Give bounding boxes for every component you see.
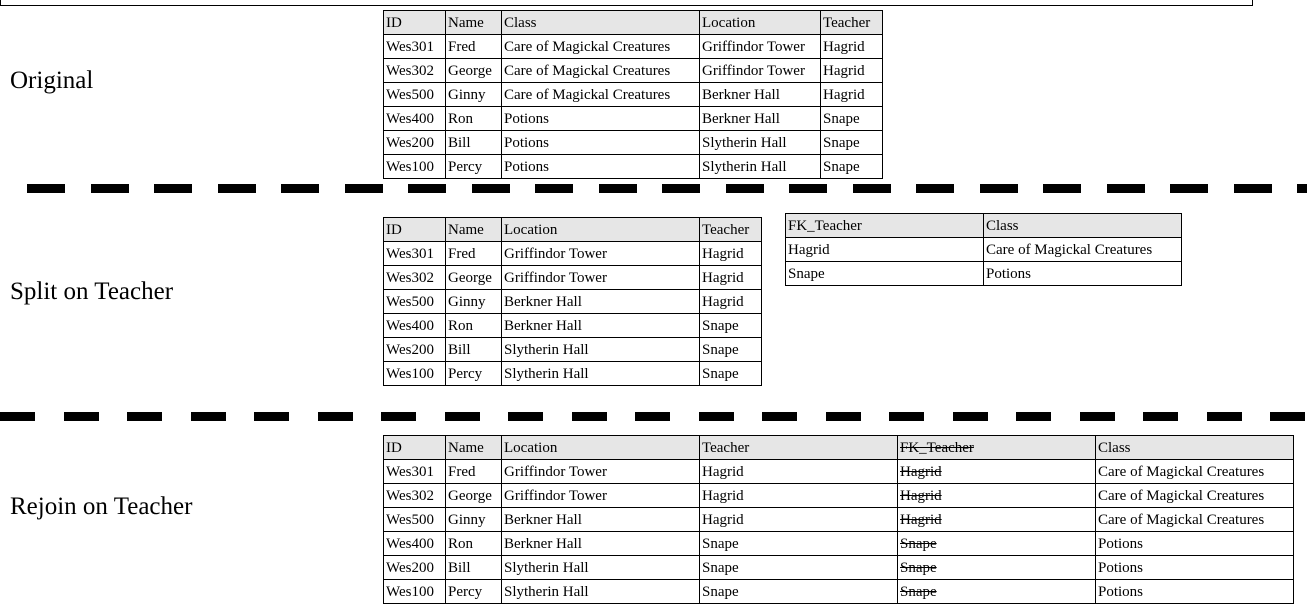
- table-cell: Wes100: [384, 362, 446, 386]
- table-cell: Wes100: [384, 580, 446, 604]
- split-table: [383, 217, 762, 386]
- header-row: [786, 214, 1182, 238]
- original-table: [383, 10, 883, 179]
- column-header: ID: [384, 11, 446, 35]
- table-cell: Slytherin Hall: [502, 580, 700, 604]
- dash-segment: [1234, 184, 1272, 193]
- table-cell: Wes302: [384, 266, 446, 290]
- table-cell: Hagrid: [700, 290, 762, 314]
- column-header: ID: [384, 436, 446, 460]
- dash-segment: [916, 184, 954, 193]
- dash-segment: [127, 412, 162, 421]
- column-header: Location: [502, 436, 700, 460]
- table-row: [384, 290, 762, 314]
- table-cell: Wes400: [384, 532, 446, 556]
- table-row: [384, 35, 883, 59]
- table-cell: Hagrid: [700, 266, 762, 290]
- dash-segment: [445, 412, 480, 421]
- table-cell: Potions: [1096, 580, 1294, 604]
- dash-segment: [889, 412, 924, 421]
- table-cell: Wes200: [384, 338, 446, 362]
- table-cell: Ron: [446, 107, 502, 131]
- table-row: [384, 460, 1294, 484]
- table-cell: Berkner Hall: [700, 83, 821, 107]
- dash-segment: [27, 184, 65, 193]
- dash-segment: [662, 184, 700, 193]
- table-cell: Slytherin Hall: [502, 338, 700, 362]
- table-cell: Wes200: [384, 556, 446, 580]
- table-cell: Slytherin Hall: [502, 362, 700, 386]
- dash-segment: [1143, 412, 1178, 421]
- table-cell: Snape: [700, 580, 898, 604]
- table-row: [384, 556, 1294, 580]
- table-cell: Berkner Hall: [502, 508, 700, 532]
- table-cell: George: [446, 266, 502, 290]
- table-cell: Snape: [700, 314, 762, 338]
- table-cell: Hagrid: [821, 59, 883, 83]
- dash-segment: [853, 184, 891, 193]
- rejoin-table: [383, 435, 1294, 604]
- dash-segment: [635, 412, 670, 421]
- table-cell: Snape: [786, 262, 984, 286]
- table-cell: Care of Magickal Creatures: [502, 59, 700, 83]
- table-cell: Slytherin Hall: [700, 131, 821, 155]
- table-cell: Hagrid: [898, 508, 1096, 532]
- table-cell: Hagrid: [898, 484, 1096, 508]
- table-cell: Snape: [700, 532, 898, 556]
- table-cell: Care of Magickal Creatures: [1096, 460, 1294, 484]
- table-cell: Ron: [446, 314, 502, 338]
- table-cell: Berkner Hall: [502, 532, 700, 556]
- dash-segment: [953, 412, 988, 421]
- dash-segment: [381, 412, 416, 421]
- table-cell: Fred: [446, 35, 502, 59]
- dash-segment: [1207, 412, 1242, 421]
- table-cell: Snape: [821, 107, 883, 131]
- label-split: Split on Teacher: [10, 278, 174, 305]
- column-header: ID: [384, 218, 446, 242]
- dash-segment: [1270, 412, 1305, 421]
- table-cell: Snape: [700, 338, 762, 362]
- table-row: [384, 314, 762, 338]
- table-cell: Potions: [502, 131, 700, 155]
- header-row: [384, 218, 762, 242]
- table-cell: Hagrid: [786, 238, 984, 262]
- table-row: [384, 362, 762, 386]
- table-cell: Potions: [1096, 556, 1294, 580]
- dash-segment: [154, 184, 192, 193]
- table-cell: Potions: [1096, 532, 1294, 556]
- table-cell: Care of Magickal Creatures: [502, 83, 700, 107]
- dash-segment: [1043, 184, 1081, 193]
- table-cell: Wes301: [384, 242, 446, 266]
- table-cell: Snape: [898, 556, 1096, 580]
- table-cell: Griffindor Tower: [502, 484, 700, 508]
- dash-segment: [762, 412, 797, 421]
- table-cell: George: [446, 484, 502, 508]
- table-cell: Care of Magickal Creatures: [1096, 508, 1294, 532]
- dash-segment: [254, 412, 289, 421]
- dash-segment: [726, 184, 764, 193]
- table-row: [384, 107, 883, 131]
- table-cell: Hagrid: [898, 460, 1096, 484]
- table-row: [384, 59, 883, 83]
- dash-segment: [345, 184, 383, 193]
- table-cell: Potions: [502, 155, 700, 179]
- table-cell: Slytherin Hall: [700, 155, 821, 179]
- table-cell: Hagrid: [700, 484, 898, 508]
- table-cell: Percy: [446, 580, 502, 604]
- table-cell: Snape: [700, 556, 898, 580]
- table-cell: Hagrid: [700, 460, 898, 484]
- table-cell: Fred: [446, 242, 502, 266]
- column-header: Name: [446, 218, 502, 242]
- table-cell: Percy: [446, 155, 502, 179]
- table-cell: Care of Magickal Creatures: [984, 238, 1182, 262]
- table-row: [384, 242, 762, 266]
- column-header: Name: [446, 11, 502, 35]
- table-cell: Care of Magickal Creatures: [1096, 484, 1294, 508]
- column-header: Teacher: [700, 436, 898, 460]
- table-row: [384, 338, 762, 362]
- dash-segment: [472, 184, 510, 193]
- table-cell: Fred: [446, 460, 502, 484]
- table-cell: Ginny: [446, 83, 502, 107]
- dash-segment: [1107, 184, 1145, 193]
- table-cell: Snape: [898, 532, 1096, 556]
- table-row: [384, 83, 883, 107]
- dash-segment: [64, 412, 99, 421]
- column-header: Class: [984, 214, 1182, 238]
- column-header: Name: [446, 436, 502, 460]
- table-row: [384, 484, 1294, 508]
- table-row: [384, 266, 762, 290]
- label-rejoin: Rejoin on Teacher: [10, 493, 193, 520]
- table-cell: Wes100: [384, 155, 446, 179]
- table-cell: Wes500: [384, 83, 446, 107]
- table-cell: Wes301: [384, 35, 446, 59]
- column-header: Location: [502, 218, 700, 242]
- table-cell: Snape: [700, 362, 762, 386]
- table-cell: Potions: [984, 262, 1182, 286]
- table-cell: Wes301: [384, 460, 446, 484]
- table-row: [786, 238, 1182, 262]
- column-header: Teacher: [700, 218, 762, 242]
- table-cell: Hagrid: [700, 242, 762, 266]
- table-cell: Snape: [821, 155, 883, 179]
- table-cell: Bill: [446, 131, 502, 155]
- table-cell: Care of Magickal Creatures: [502, 35, 700, 59]
- dash-segment: [91, 184, 129, 193]
- table-cell: Berkner Hall: [502, 314, 700, 338]
- column-header: Class: [502, 11, 700, 35]
- table-cell: Ginny: [446, 508, 502, 532]
- table-row: [384, 532, 1294, 556]
- table-cell: Griffindor Tower: [700, 59, 821, 83]
- table-row: [384, 155, 883, 179]
- table-cell: Berkner Hall: [700, 107, 821, 131]
- table-cell: Hagrid: [700, 508, 898, 532]
- dash-segment: [508, 412, 543, 421]
- column-header: Location: [700, 11, 821, 35]
- table-cell: Bill: [446, 338, 502, 362]
- dash-segment: [408, 184, 446, 193]
- table-cell: Ginny: [446, 290, 502, 314]
- table-cell: Ron: [446, 532, 502, 556]
- table-cell: Wes400: [384, 107, 446, 131]
- column-header: Teacher: [821, 11, 883, 35]
- dash-segment: [318, 412, 353, 421]
- column-header: Class: [1096, 436, 1294, 460]
- dash-segment: [599, 184, 637, 193]
- dash-segment: [1297, 184, 1307, 193]
- table-cell: Wes302: [384, 59, 446, 83]
- dash-segment: [699, 412, 734, 421]
- dash-segment: [572, 412, 607, 421]
- header-row: [384, 11, 883, 35]
- dash-segment: [191, 412, 226, 421]
- table-row: [384, 580, 1294, 604]
- dash-segment: [1080, 412, 1115, 421]
- table-cell: Hagrid: [821, 83, 883, 107]
- teacher-table: [785, 213, 1182, 286]
- table-cell: Wes400: [384, 314, 446, 338]
- table-cell: Snape: [821, 131, 883, 155]
- table-cell: Wes302: [384, 484, 446, 508]
- table-cell: Griffindor Tower: [502, 242, 700, 266]
- label-original: Original: [10, 67, 94, 94]
- table-row: [786, 262, 1182, 286]
- table-row: [384, 131, 883, 155]
- table-cell: Griffindor Tower: [700, 35, 821, 59]
- table-row: [384, 508, 1294, 532]
- dash-segment: [218, 184, 256, 193]
- table-cell: Wes200: [384, 131, 446, 155]
- dash-segment: [535, 184, 573, 193]
- dash-segment: [1170, 184, 1208, 193]
- table-cell: Wes500: [384, 290, 446, 314]
- table-cell: Potions: [502, 107, 700, 131]
- table-cell: George: [446, 59, 502, 83]
- top-frame: [0, 0, 1253, 6]
- dash-segment: [980, 184, 1018, 193]
- table-cell: Berkner Hall: [502, 290, 700, 314]
- column-header: FK_Teacher: [786, 214, 984, 238]
- dash-segment: [0, 412, 35, 421]
- table-cell: Slytherin Hall: [502, 556, 700, 580]
- table-cell: Wes500: [384, 508, 446, 532]
- dash-segment: [826, 412, 861, 421]
- table-cell: Percy: [446, 362, 502, 386]
- dash-segment: [281, 184, 319, 193]
- table-cell: Snape: [898, 580, 1096, 604]
- dash-segment: [1016, 412, 1051, 421]
- dash-segment: [789, 184, 827, 193]
- table-cell: Griffindor Tower: [502, 266, 700, 290]
- table-cell: Bill: [446, 556, 502, 580]
- header-row: [384, 436, 1294, 460]
- column-header: FK_Teacher: [898, 436, 1096, 460]
- table-cell: Hagrid: [821, 35, 883, 59]
- table-cell: Griffindor Tower: [502, 460, 700, 484]
